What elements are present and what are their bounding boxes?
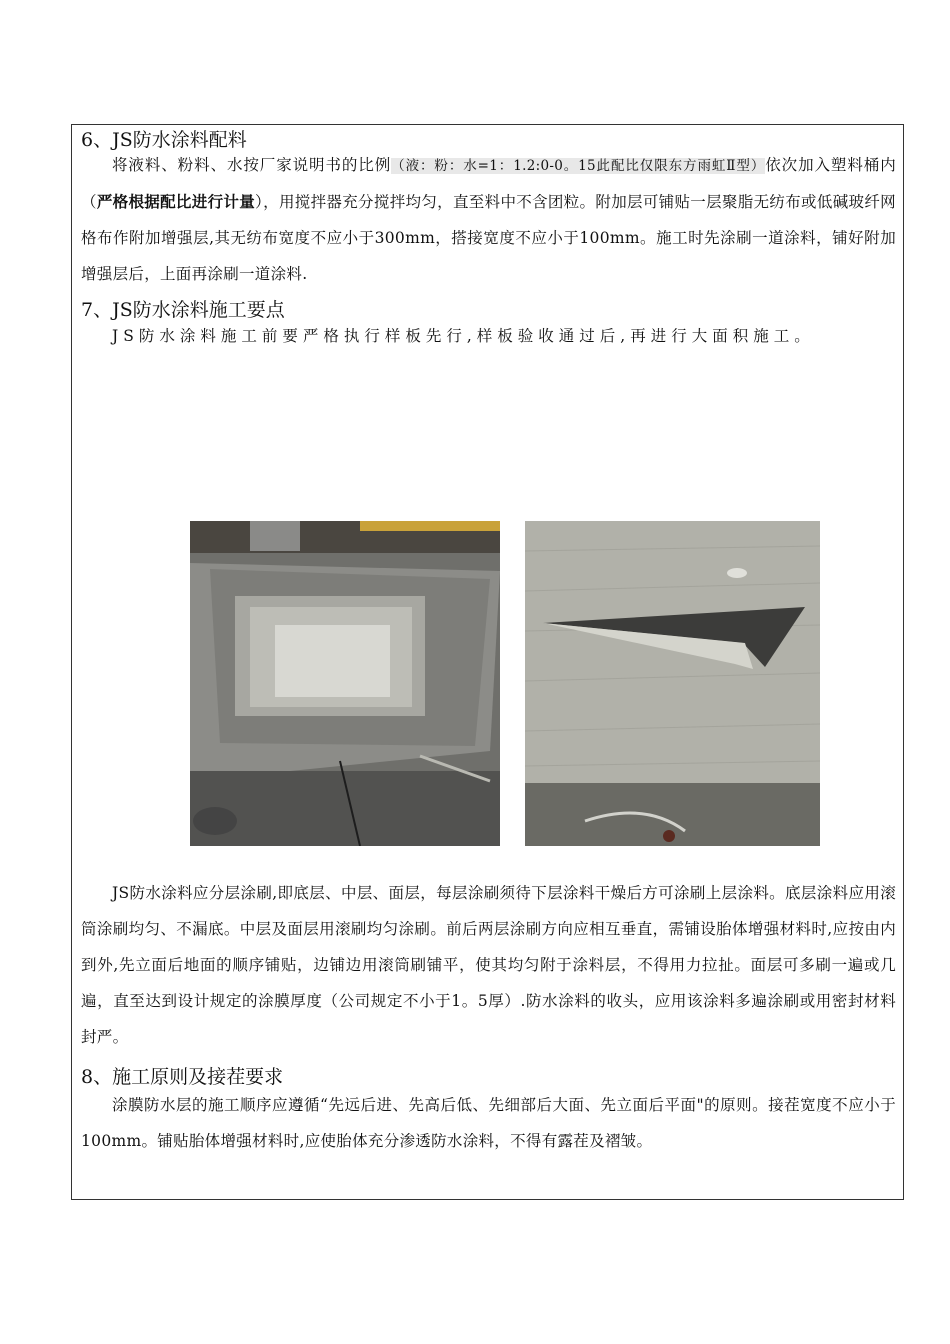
section-6-text-a: 将液料、粉料、水按厂家说明书的比例: [112, 156, 392, 174]
section-6-heading: 6、JS防水涂料配料: [81, 129, 247, 151]
section-8-paragraph: 涂膜防水层的施工顺序应遵循“先远后进、先高后低、先细部后大面、先立面后平面"的原则。接茬宽度不应小于100mm。铺贴胎体增强材料时,应使胎体充分渗透防水涂料，不得有露茬及褶皱。: [81, 1096, 896, 1150]
section-7-intro: JS防水涂料施工前要严格执行样板先行,样板验收通过后,再进行大面积施工。: [112, 327, 815, 345]
document-frame: [71, 124, 904, 1200]
ratio-note: （液：粉：水=1：1.2:0-0。15此配比仅限东方雨虹Ⅱ型）: [391, 158, 766, 174]
coating-layer-photo: [525, 521, 820, 846]
sample-wall-photo: [190, 521, 500, 846]
section-8-heading: 8、施工原则及接茬要求: [81, 1066, 284, 1088]
section-7-paragraph: JS防水涂料应分层涂刷,即底层、中层、面层，每层涂刷须待下层涂料干燥后方可涂刷上层涂料。底层涂料应用滚筒涂刷均匀、不漏底。中层及面层用滚刷均匀涂刷。前后两层涂刷方向应相互垂直，需铺设胎体增强材料时,应按由内到外,先立面后地面的顺序铺贴，边铺边用滚筒刷铺平，使其均匀附于涂料层，不得用力拉扯。面层可多刷一遍或几遍，直至达到设计规定的涂膜厚度（公司规定不小于1。5厚）.防水涂料的收头，应用该涂料多遍涂刷或用密封材料封严。: [81, 884, 896, 1046]
section-6-paragraph: [81, 147, 896, 292]
section-6-text-c: ），用搅拌器充分搅拌均匀，直至料中不含团粒。附加层可铺贴一层聚脂无纺布或低碱玻纤网格布作附加增强层,其无纺布宽度不应小于300mm，搭接宽度不应小于100mm。施工时先涂刷一道涂料，铺好附加增强层后，上面再涂刷一道涂料.: [81, 193, 896, 283]
section-7-heading: 7、JS防水涂料施工要点: [81, 299, 285, 321]
ratio-emphasis: 严格根据配比进行计量: [96, 192, 256, 211]
section-6-text-b: 依次加入塑料桶内（: [81, 156, 896, 211]
